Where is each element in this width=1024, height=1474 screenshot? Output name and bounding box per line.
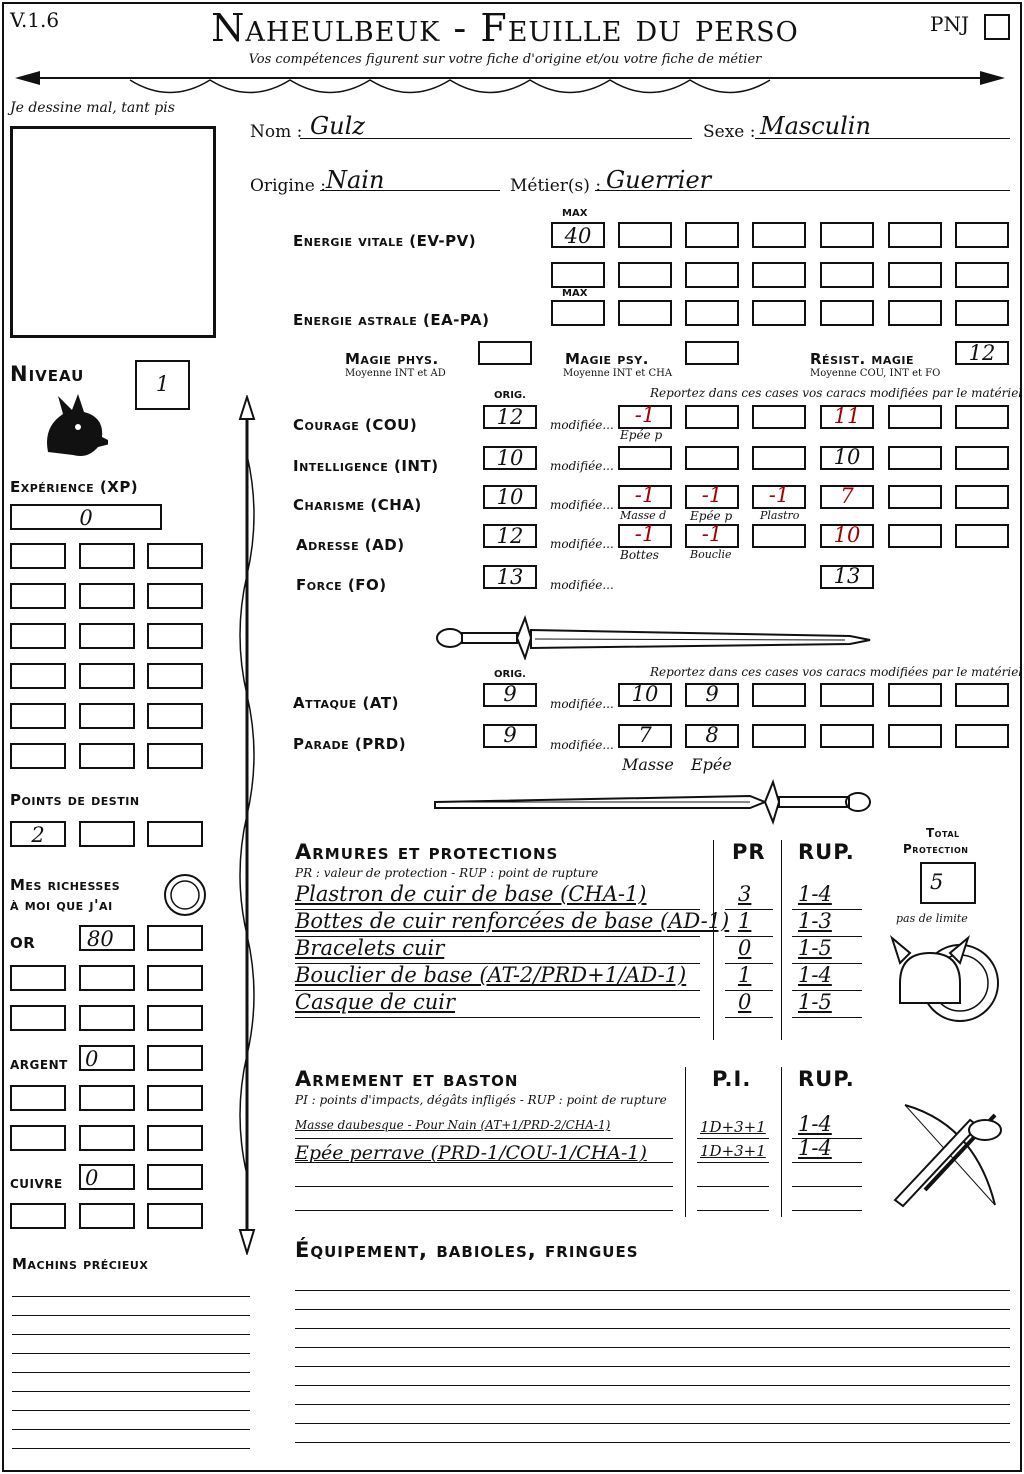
xp-cell[interactable]	[10, 583, 66, 609]
equipement-line[interactable]	[295, 1309, 1010, 1310]
xp-cell[interactable]	[79, 543, 135, 569]
ev-label: Energie vitale (EV-PV)	[293, 232, 477, 250]
argent-label: ARGENT	[10, 1058, 68, 1072]
portrait-box[interactable]	[10, 126, 216, 338]
modif-label: modifiée...	[550, 578, 614, 592]
stat-label-ad: Adresse (AD)	[296, 536, 405, 554]
attaque-box[interactable]	[888, 683, 942, 707]
armures-divider	[713, 840, 714, 1040]
richesses-label: Mes richesses	[10, 876, 121, 894]
ea-max-label: MAX	[562, 288, 588, 299]
precieux-line[interactable]	[12, 1410, 250, 1411]
equipement-line[interactable]	[295, 1328, 1010, 1329]
origine-value[interactable]: Nain	[326, 166, 385, 194]
ev-box[interactable]	[955, 262, 1009, 288]
xp-cell[interactable]	[147, 743, 203, 769]
ea-box[interactable]	[685, 300, 739, 326]
xp-cell[interactable]	[10, 743, 66, 769]
niveau-label: Niveau	[10, 362, 85, 386]
xp-cell[interactable]	[79, 703, 135, 729]
stat-mod-cou[interactable]	[685, 405, 739, 429]
ev-box[interactable]	[820, 262, 874, 288]
stat-orig-ad[interactable]: 12	[483, 524, 537, 548]
equipement-line[interactable]	[295, 1442, 1010, 1443]
stat-mod-ad[interactable]: -1	[618, 524, 672, 548]
armure-rup[interactable]: 1-5	[798, 936, 832, 960]
ev-box[interactable]	[618, 262, 672, 288]
destin-box[interactable]	[147, 821, 203, 847]
precieux-line[interactable]	[12, 1353, 250, 1354]
argent-box[interactable]: 0	[79, 1045, 135, 1071]
magie-phys-label: Magie phys.	[345, 350, 439, 368]
stat-note-cou: Epée p	[620, 428, 663, 442]
precieux-line[interactable]	[12, 1429, 250, 1430]
stat-mod-int[interactable]	[618, 446, 672, 470]
stat-final-fo[interactable]: 13	[820, 565, 874, 589]
armure-line	[725, 1017, 773, 1018]
or-box[interactable]	[147, 965, 203, 991]
total-label: Total	[926, 826, 960, 840]
precieux-line[interactable]	[12, 1391, 250, 1392]
parade-orig-box[interactable]: 9	[483, 724, 537, 748]
arme-line	[697, 1138, 769, 1139]
armement-title: Armement et baston	[295, 1067, 519, 1091]
sheet-title: Naheulbeuk - Feuille du perso	[211, 6, 799, 50]
xp-cell[interactable]	[10, 623, 66, 649]
arme-line	[697, 1162, 769, 1163]
modif-label: modifiée...	[550, 498, 614, 512]
armement-divider	[685, 1067, 686, 1217]
stat-label-fo: Force (FO)	[296, 576, 387, 594]
armure-line	[295, 1017, 700, 1018]
report-note: Reportez dans ces cases vos caracs modifiées par le matériel	[650, 665, 1023, 679]
or-box[interactable]	[147, 1005, 203, 1031]
dragon-head-icon	[38, 392, 108, 464]
parade-box[interactable]	[820, 724, 874, 748]
parade-box[interactable]: 7	[618, 724, 672, 748]
xp-cell[interactable]	[147, 703, 203, 729]
armure-pr[interactable]: 1	[738, 963, 752, 987]
stat-orig-fo[interactable]: 13	[483, 565, 537, 589]
ea-box[interactable]	[618, 300, 672, 326]
weapon-note: Epée	[691, 755, 732, 774]
ea-box[interactable]	[820, 300, 874, 326]
richesses-label: à moi que j'ai	[10, 896, 113, 914]
stat-note-cha: Plastro	[760, 509, 800, 522]
parade-box[interactable]	[955, 724, 1009, 748]
argent-box[interactable]	[79, 1085, 135, 1111]
arme-line	[697, 1186, 769, 1187]
xp-cell[interactable]	[10, 703, 66, 729]
sexe-label: Sexe :	[703, 122, 756, 142]
report-note: Reportez dans ces cases vos caracs modifiées par le matériel	[650, 386, 1023, 400]
sexe-value[interactable]: Masculin	[760, 112, 871, 140]
ea-box[interactable]	[752, 300, 806, 326]
helmet-shield-icon	[890, 928, 1002, 1038]
modif-label: modifiée...	[550, 418, 614, 432]
armures-divider	[781, 840, 782, 1040]
cuivre-box[interactable]	[147, 1164, 203, 1190]
xp-box[interactable]: 0	[10, 504, 162, 530]
precieux-line[interactable]	[12, 1296, 250, 1297]
armure-name[interactable]: Plastron de cuir de base (CHA-1)	[295, 882, 647, 906]
parade-box[interactable]: 8	[685, 724, 739, 748]
armures-title: Armures et protections	[295, 840, 559, 864]
cuivre-box[interactable]: 0	[79, 1164, 135, 1190]
modif-label: modifiée...	[550, 459, 614, 473]
pnj-checkbox[interactable]	[984, 14, 1010, 40]
or-box[interactable]	[10, 1005, 66, 1031]
origine-line	[320, 190, 500, 191]
equipement-line[interactable]	[295, 1404, 1010, 1405]
stat-box-int[interactable]	[888, 446, 942, 470]
version-label: V.1.6	[10, 8, 60, 32]
equipement-line[interactable]	[295, 1290, 1010, 1291]
xp-cell[interactable]	[147, 583, 203, 609]
arme-line	[792, 1162, 862, 1163]
equipement-title: Équipement, babioles, fringues	[295, 1238, 639, 1262]
nom-value[interactable]: Gulz	[310, 112, 365, 140]
ev-box[interactable]	[888, 222, 942, 248]
magie-phys-note: Moyenne INT et AD	[345, 368, 446, 379]
arme-line	[792, 1186, 862, 1187]
parade-box[interactable]	[752, 724, 806, 748]
origine-label: Origine :	[250, 176, 326, 196]
xp-cell[interactable]	[10, 663, 66, 689]
ev-box[interactable]	[752, 262, 806, 288]
attaque-box[interactable]: 9	[685, 683, 739, 707]
ea-label: Energie astrale (EA-PA)	[293, 311, 490, 329]
attaque-orig-box[interactable]: 9	[483, 683, 537, 707]
armure-pr[interactable]: 0	[738, 936, 752, 960]
armure-pr[interactable]: 3	[738, 882, 752, 906]
precieux-line[interactable]	[12, 1372, 250, 1373]
attaque-box[interactable]	[955, 683, 1009, 707]
arme-line	[295, 1138, 673, 1139]
stat-final-ad[interactable]: 10	[820, 524, 874, 548]
ev-box[interactable]	[551, 262, 605, 288]
attaque-box[interactable]: 10	[618, 683, 672, 707]
equipement-line[interactable]	[295, 1423, 1010, 1424]
modif-label: modifiée...	[550, 537, 614, 551]
arme-rup[interactable]: 1-4	[798, 1112, 832, 1136]
destin-label: Points de destin	[10, 791, 140, 809]
stat-mod-cou[interactable]: -1	[618, 405, 672, 429]
argent-box[interactable]	[10, 1125, 66, 1151]
stat-box-cha[interactable]	[888, 485, 942, 509]
precieux-label: Machins précieux	[12, 1255, 149, 1273]
pi-label: P.I.	[712, 1067, 752, 1091]
total-protection-box[interactable]: 5	[920, 862, 976, 904]
metier-label: Métier(s) :	[510, 176, 602, 196]
destin-box[interactable]	[79, 821, 135, 847]
cuivre-box[interactable]	[79, 1203, 135, 1229]
stat-box-int[interactable]	[955, 446, 1009, 470]
xp-cell[interactable]	[79, 743, 135, 769]
stat-final-cha[interactable]: 7	[820, 485, 874, 509]
stat-mod-int[interactable]	[752, 446, 806, 470]
parade-box[interactable]	[888, 724, 942, 748]
equipement-line[interactable]	[295, 1385, 1010, 1386]
arme-line	[295, 1186, 673, 1187]
stat-orig-cou[interactable]: 12	[483, 405, 537, 429]
stat-label-cou: Courage (COU)	[293, 416, 418, 434]
stat-box-ad[interactable]	[955, 524, 1009, 548]
arme-line	[792, 1210, 862, 1211]
cuivre-box[interactable]	[10, 1203, 66, 1229]
xp-cell[interactable]	[79, 663, 135, 689]
argent-box[interactable]	[147, 1125, 203, 1151]
armure-pr[interactable]: 1	[738, 909, 752, 933]
resist-magie-box[interactable]: 12	[955, 341, 1009, 365]
parade-label: Parade (PRD)	[293, 735, 407, 753]
attaque-box[interactable]	[820, 683, 874, 707]
arme-line	[697, 1210, 769, 1211]
ev-max-box[interactable]: 40	[551, 222, 605, 248]
stat-label-int: Intelligence (INT)	[293, 457, 439, 475]
cuivre-box[interactable]	[147, 1203, 203, 1229]
stat-note-cha: Epée p	[690, 509, 733, 523]
sword-icon	[430, 778, 875, 828]
stat-label-cha: Charisme (CHA)	[293, 496, 422, 514]
stat-mod-int[interactable]	[685, 446, 739, 470]
or-box[interactable]: 80	[79, 925, 135, 951]
attaque-label: Attaque (AT)	[293, 694, 399, 712]
modif-label: modifiée...	[550, 697, 614, 711]
nom-label: Nom :	[250, 122, 303, 142]
arme-line	[295, 1162, 673, 1163]
stat-mod-cou[interactable]	[752, 405, 806, 429]
stat-mod-cha[interactable]: -1	[618, 485, 672, 509]
stat-box-ad[interactable]	[888, 524, 942, 548]
stat-note-ad: Bottes	[620, 548, 659, 562]
rup-label: RUP.	[798, 1067, 855, 1091]
xp-cell[interactable]	[79, 583, 135, 609]
pnj-label: PNJ	[930, 12, 969, 36]
precieux-line[interactable]	[12, 1315, 250, 1316]
armure-rup[interactable]: 1-4	[798, 963, 832, 987]
armure-name[interactable]: Bottes de cuir renforcées de base (AD-1)	[295, 909, 730, 933]
niveau-box[interactable]: 1	[135, 360, 190, 410]
total-note: pas de limite	[896, 912, 968, 925]
stat-mod-cha[interactable]: -1	[752, 485, 806, 509]
metier-line	[595, 190, 1010, 191]
sword-icon	[430, 610, 875, 660]
stat-final-cou[interactable]: 11	[820, 405, 874, 429]
arme-pi[interactable]: 1D+3+1	[700, 1118, 766, 1136]
armure-rup[interactable]: 1-3	[798, 909, 832, 933]
ev-max-label: MAX	[562, 208, 588, 219]
metier-value[interactable]: Guerrier	[606, 166, 712, 194]
ea-max-box[interactable]	[551, 300, 605, 326]
magie-psy-label: Magie psy.	[565, 350, 649, 368]
stat-box-cou[interactable]	[955, 405, 1009, 429]
ev-box[interactable]	[955, 222, 1009, 248]
sexe-line	[755, 138, 1010, 139]
armures-note: PR : valeur de protection - RUP : point de rupture	[295, 866, 599, 880]
stat-final-int[interactable]: 10	[820, 446, 874, 470]
spear-icon	[230, 395, 264, 1255]
sheet-subtitle: Vos compétences figurent sur votre fiche d'origine et/ou votre fiche de métier	[248, 52, 762, 67]
xp-cell[interactable]	[147, 663, 203, 689]
stat-mod-ad[interactable]: -1	[685, 524, 739, 548]
or-label: OR	[10, 934, 36, 952]
armure-rup[interactable]: 1-5	[798, 990, 832, 1014]
ev-box[interactable]	[685, 222, 739, 248]
arme-name[interactable]: Epée perrave (PRD-1/COU-1/CHA-1)	[295, 1142, 647, 1164]
xp-label: Expérience (XP)	[10, 478, 139, 496]
armure-name[interactable]: Bracelets cuir	[295, 936, 445, 960]
armure-rup[interactable]: 1-4	[798, 882, 832, 906]
stat-box-cha[interactable]	[955, 485, 1009, 509]
orig-label: ORIG.	[494, 390, 526, 401]
armure-name[interactable]: Bouclier de base (AT-2/PRD+1/AD-1)	[295, 963, 687, 987]
xp-cell[interactable]	[147, 623, 203, 649]
armure-line	[792, 1017, 862, 1018]
ev-box[interactable]	[752, 222, 806, 248]
argent-box[interactable]	[147, 1045, 203, 1071]
arme-rup[interactable]: 1-4	[798, 1136, 832, 1160]
armement-divider	[781, 1067, 782, 1217]
cuivre-label: CUIVRE	[10, 1177, 63, 1191]
magie-psy-note: Moyenne INT et CHA	[563, 368, 673, 379]
argent-box[interactable]	[147, 1085, 203, 1111]
pr-label: PR	[732, 840, 766, 864]
rup-label: RUP.	[798, 840, 855, 864]
magie-phys-box[interactable]	[478, 341, 532, 365]
or-box[interactable]	[10, 965, 66, 991]
or-box[interactable]	[79, 965, 135, 991]
stat-orig-cha[interactable]: 10	[483, 485, 537, 509]
nom-line	[300, 138, 692, 139]
magie-psy-box[interactable]	[685, 341, 739, 365]
portrait-caption: Je dessine mal, tant pis	[10, 100, 175, 116]
ea-box[interactable]	[888, 300, 942, 326]
resist-magie-label: Résist. magie	[810, 350, 915, 368]
precieux-line[interactable]	[12, 1448, 250, 1449]
or-box[interactable]	[147, 925, 203, 951]
arme-name[interactable]: Masse daubesque - Pour Nain (AT+1/PRD-2/CHA-1)	[295, 1118, 611, 1132]
precieux-line[interactable]	[12, 1334, 250, 1335]
attaque-box[interactable]	[752, 683, 806, 707]
armure-pr[interactable]: 0	[738, 990, 752, 1014]
modif-label: modifiée...	[550, 738, 614, 752]
arme-pi[interactable]: 1D+3+1	[700, 1142, 766, 1160]
argent-box[interactable]	[79, 1125, 135, 1151]
total-label: Protection	[903, 842, 969, 856]
armement-note: PI : points d'impacts, dégâts infligés - RUP : point de rupture	[295, 1093, 667, 1107]
stat-box-cou[interactable]	[888, 405, 942, 429]
argent-box[interactable]	[10, 1085, 66, 1111]
stat-mod-cha[interactable]: -1	[685, 485, 739, 509]
ev-box[interactable]	[685, 262, 739, 288]
ea-box[interactable]	[955, 300, 1009, 326]
orig-label: ORIG.	[494, 669, 526, 680]
weapon-note: Masse	[622, 755, 674, 774]
coin-icon	[162, 872, 208, 918]
xp-cell[interactable]	[147, 543, 203, 569]
equipement-line[interactable]	[295, 1366, 1010, 1367]
ev-box[interactable]	[820, 222, 874, 248]
equipement-line[interactable]	[295, 1347, 1010, 1348]
or-box[interactable]	[79, 1005, 135, 1031]
resist-magie-note: Moyenne COU, INT et FO	[810, 368, 941, 379]
weapons-icon	[885, 1095, 1005, 1215]
ev-box[interactable]	[888, 262, 942, 288]
arme-line	[295, 1210, 673, 1211]
xp-cell[interactable]	[10, 543, 66, 569]
armure-name[interactable]: Casque de cuir	[295, 990, 456, 1014]
stat-note-cha: Masse d	[620, 509, 667, 522]
ev-box[interactable]	[618, 222, 672, 248]
destin-box[interactable]: 2	[10, 821, 66, 847]
xp-cell[interactable]	[79, 623, 135, 649]
stat-note-ad: Bouclie	[690, 548, 732, 561]
stat-mod-ad[interactable]	[752, 524, 806, 548]
stat-orig-int[interactable]: 10	[483, 446, 537, 470]
